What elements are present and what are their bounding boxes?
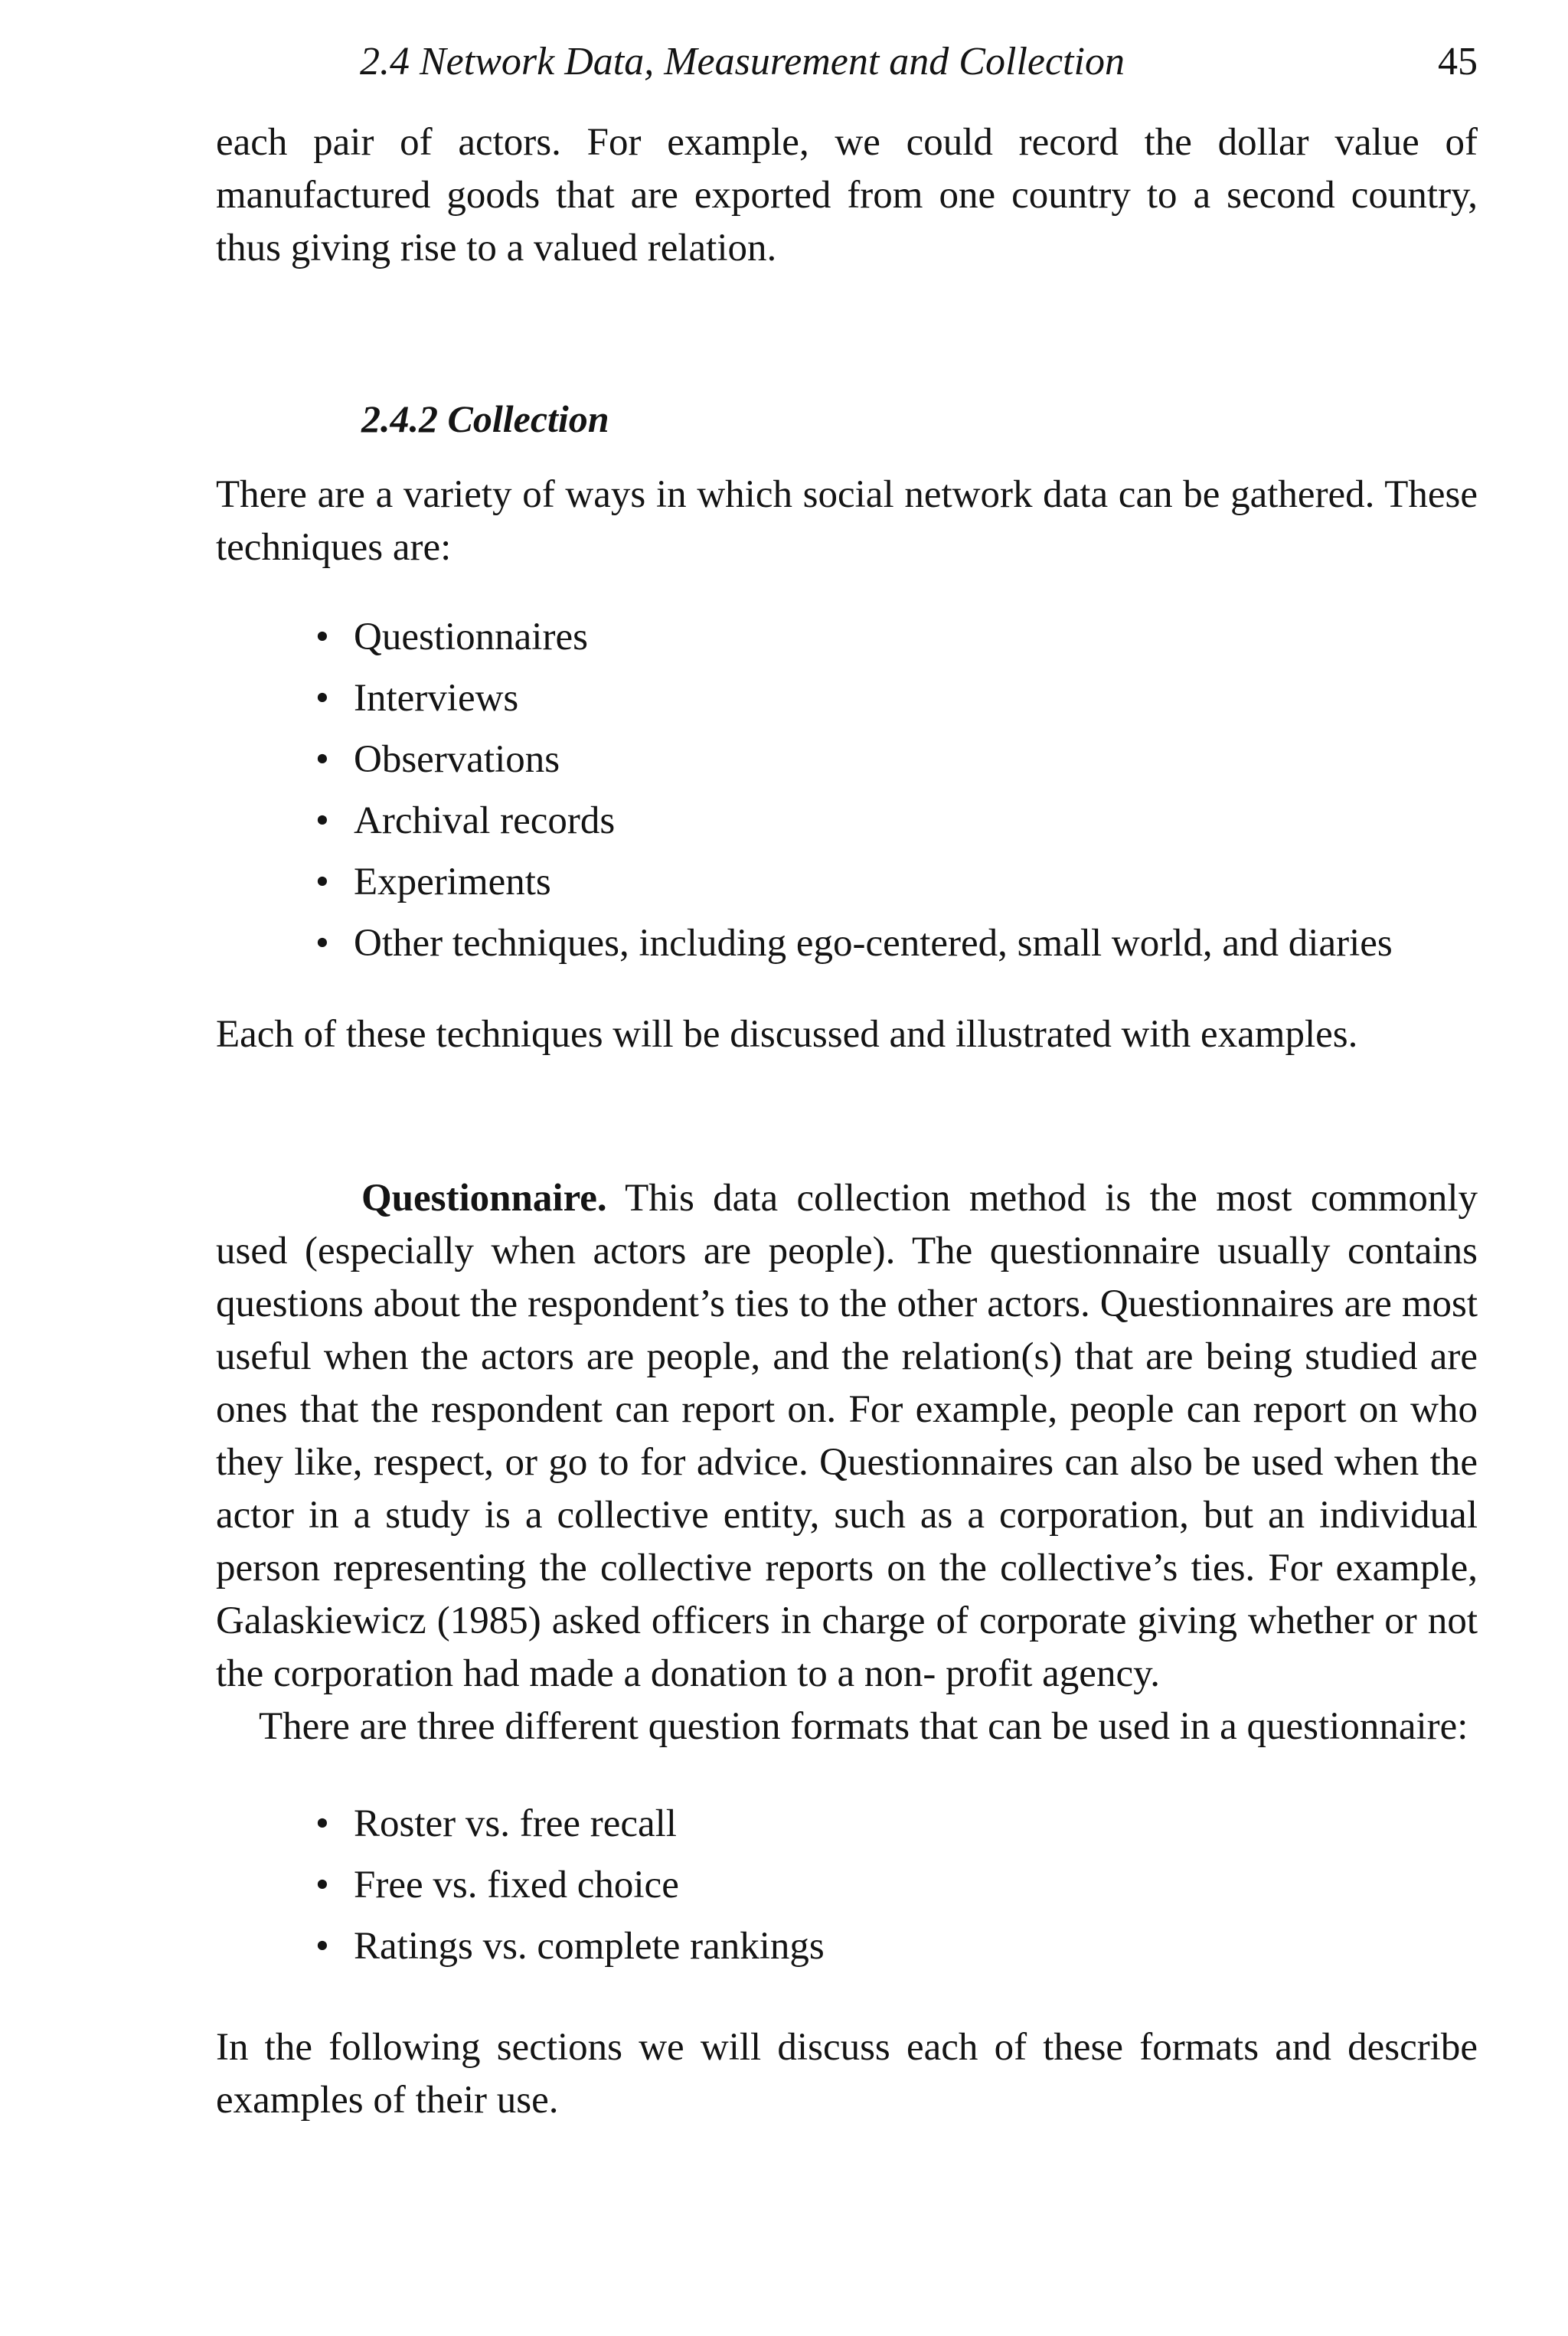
bullet-icon: • xyxy=(315,1802,329,1845)
list-item-text: Other techniques, including ego-centered, small world, and diaries xyxy=(354,922,1393,965)
questionnaire-lead: Questionnaire. xyxy=(361,1177,607,1220)
list-item-text: Roster vs. free recall xyxy=(354,1802,677,1845)
techniques-list xyxy=(216,611,1478,970)
bullet-icon: • xyxy=(315,799,329,842)
collection-section xyxy=(216,393,1478,1061)
running-title: 2.4 Network Data, Measurement and Collection xyxy=(360,39,1125,83)
section-heading: 2.4.2 Collection xyxy=(361,397,609,440)
questionnaire-body: This data collection method is the most commonly used (especially when actors are people). The questionnaire usually contains questions about the respondent’s ties to the other actors. Questionnaires are most useful when the actors are people, and the relation(s) that are being studied are ones that the respondent can report on. For example, people can report on who they like, respect, or go to for advice. Questionnaires can also be used when the actor in a study is a collective entity, such as a corporation, but an individual person representing the collective reports on the collective’s ties. For example, Galaskiewicz (1985) asked officers in charge of corporate giving whether or not the corporation had made a donation to a non- profit agency. xyxy=(216,1177,1478,1695)
list-item-text: Archival records xyxy=(354,799,616,842)
list-item-text: Observations xyxy=(354,738,560,781)
section-intro: There are a variety of ways in which social network data can be gathered. These techniques are: xyxy=(216,473,1478,569)
list-item xyxy=(315,672,1478,733)
list-item-text: Interviews xyxy=(354,677,519,720)
intro-paragraph: each pair of actors. For example, we could record the dollar value of manufactured goods that are exported from one country to a second country, thus giving rise to a valued relation. xyxy=(216,121,1478,270)
bullet-icon: • xyxy=(315,861,329,903)
list-item xyxy=(315,1859,1478,1920)
list-item-text: Ratings vs. complete rankings xyxy=(354,1925,825,1968)
list-item xyxy=(315,611,1478,672)
list-item xyxy=(315,795,1478,856)
questionnaire-paragraph xyxy=(216,1172,1478,1701)
intro-block xyxy=(216,116,1478,275)
bullet-icon: • xyxy=(315,616,329,658)
bullet-icon: • xyxy=(315,1925,329,1968)
list-item xyxy=(315,917,1449,970)
formats-list xyxy=(216,1798,1478,1982)
section-closing: Each of these techniques will be discussed and illustrated with examples. xyxy=(216,1013,1358,1056)
list-item-text: Experiments xyxy=(354,861,551,903)
list-item xyxy=(315,856,1478,917)
list-item-text: Free vs. fixed choice xyxy=(354,1864,679,1906)
questionnaire-closing: In the following sections we will discuss each of these formats and describe examples of their use. xyxy=(216,2026,1478,2122)
bullet-icon: • xyxy=(315,677,329,720)
list-item xyxy=(315,1798,1478,1859)
running-header xyxy=(360,31,1478,92)
bullet-icon: • xyxy=(315,922,329,965)
questionnaire-section xyxy=(216,1172,1478,2127)
list-item xyxy=(315,733,1478,795)
bullet-icon: • xyxy=(315,738,329,781)
list-item-text: Questionnaires xyxy=(354,616,588,658)
page-number: 45 xyxy=(1438,39,1478,83)
formats-intro: There are three different question formats that can be used in a questionnaire: xyxy=(259,1705,1468,1748)
list-item xyxy=(315,1920,1478,1982)
bullet-icon: • xyxy=(315,1864,329,1906)
